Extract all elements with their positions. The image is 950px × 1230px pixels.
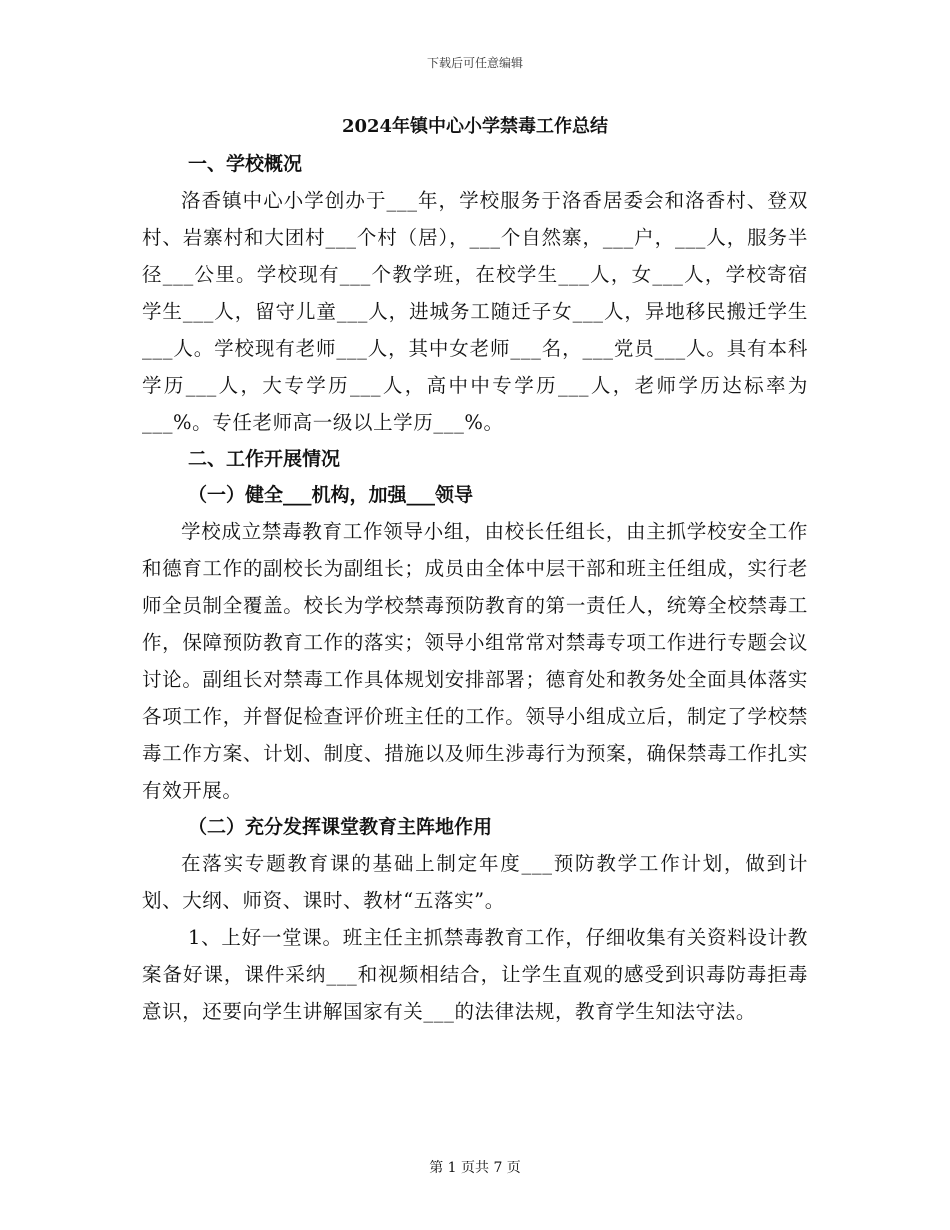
section-heading-work-progress: 二、工作开展情况: [188, 448, 341, 470]
document-title: 2024年镇中心小学禁毒工作总结: [341, 116, 609, 137]
subsection-heading-organization: （一）健全___机构，加强___领导: [188, 484, 474, 506]
page-number-footer: 第 1 页共 7 页: [429, 1160, 521, 1176]
subsection-heading-classroom: （二）充分发挥课堂教育主阵地作用: [188, 816, 493, 838]
paragraph-classroom-plan: 在落实专题教育课的基础上制定年度___预防教学工作计划，做到计划、大纲、师资、课时、教材“五落实”。: [142, 852, 808, 912]
header-note: 下载后可任意编辑: [426, 56, 523, 70]
paragraph-school-overview: 洛香镇中心小学创办于___年，学校服务于洛香居委会和洛香村、登双村、岩寨村和大团村___个村（居），___个自然寨，___户，___人，服务半径___公里。学校现有___个教学班，在校学生___人，女___人，学校寄宿学生___人，留守儿童___人，进城务工随迁子女___人，异地移民搬迁学生___人。学校现有老师___人，其中女老师___名，___党员___人。具有本科学历___人，大专学历___人，高中中专学历___人，老师学历达标率为___%。专任老师高一级以上学历___%。: [142, 189, 808, 434]
section-heading-school-overview: 一、学校概况: [188, 153, 303, 175]
paragraph-classroom-lesson: 1、上好一堂课。班主任主抓禁毒教育工作，仔细收集有关资料设计教案备好课，课件采纳___和视频相结合，让学生直观的感受到识毒防毒拒毒意识，还要向学生讲解国家有关___的法律法规，教育学生知法守法。: [142, 926, 808, 1023]
paragraph-organization: 学校成立禁毒教育工作领导小组，由校长任组长，由主抓学校安全工作和德育工作的副校长为副组长；成员由全体中层干部和班主任组成，实行老师全员制全覆盖。校长为学校禁毒预防教育的第一责任人，统筹全校禁毒工作，保障预防教育工作的落实；领导小组常常对禁毒专项工作进行专题会议讨论。副组长对禁毒工作具体规划安排部署；德育处和教务处全面具体落实各项工作，并督促检查评价班主任的工作。领导小组成立后，制定了学校禁毒工作方案、计划、制度、措施以及师生涉毒行为预案，确保禁毒工作扎实有效开展。: [142, 520, 808, 802]
document-body: [142, 112, 808, 1030]
